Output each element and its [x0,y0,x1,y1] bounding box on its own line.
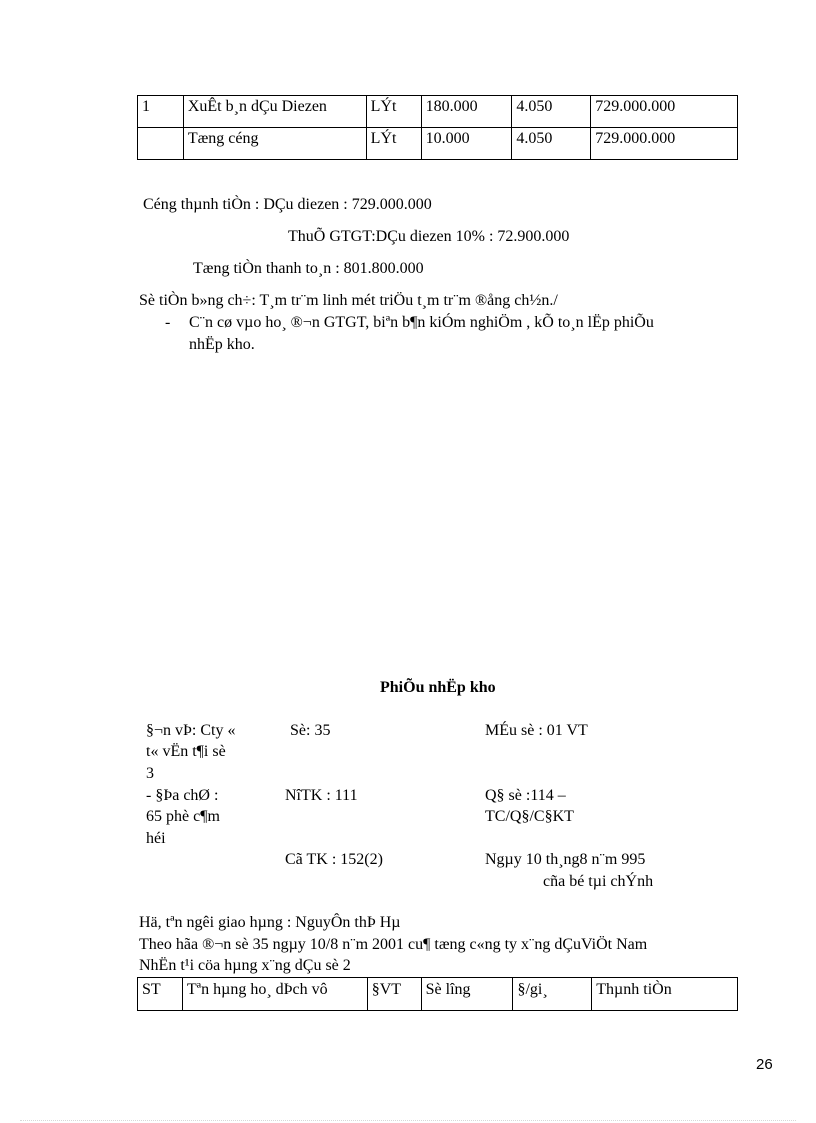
address-line: 65 phè c¶m [146,808,220,825]
deliverer-line: Hä, tªn ngêi giao hµng : NguyÔn thÞ Hµ [139,914,401,931]
table-cell [138,128,184,160]
amount-in-words: Sè tiÒn b»ng ch÷: T¸m tr¨m linh mét triÖu t¸m tr¨m ®ång ch½n./ [139,292,558,309]
form-number: MÉu sè : 01 VT [485,722,588,739]
table-cell: 729.000.000 [591,128,738,160]
column-header: Thµnh tiÒn [592,978,738,1011]
date-line: cña bé tµi chÝnh [543,873,654,890]
page-number: 26 [756,1056,773,1073]
bullet-text-line: nhËp kho. [189,336,255,353]
table-row [138,96,738,128]
vat-line: ThuÕ GTGT:DÇu diezen 10% : 72.900.000 [288,228,570,245]
decision-line: Q§ sè :114 – [485,787,566,804]
page-divider [20,1120,796,1121]
date-line: Ngµy 10 th¸ng8 n¨m 995 [485,851,646,868]
table-cell: 4.050 [512,128,591,160]
warehouse-line: NhËn t¹i cöa hµng x¨ng dÇu sè 2 [139,957,351,974]
column-header: §VT [367,978,421,1011]
column-header: ST [138,978,183,1011]
debit-account: NîTK : 111 [285,787,358,804]
table-cell: 180.000 [421,96,512,128]
credit-account: Cã TK : 152(2) [285,851,383,868]
table-cell: XuÊt b¸n dÇu Diezen [183,96,366,128]
decision-line: TC/Q§/C§KT [485,808,574,825]
address-line: - §Þa chØ : [146,787,219,804]
table-cell: 10.000 [421,128,512,160]
table-cell: 4.050 [512,96,591,128]
unit-line: 3 [146,765,154,782]
goods-table [137,95,738,160]
table-cell: LÝt [366,96,421,128]
receipt-number: Sè: 35 [290,722,331,739]
table-cell: 1 [138,96,184,128]
unit-line: t« vËn t¶i sè [146,743,226,760]
column-header: §/gi¸ [513,978,592,1011]
table-row [138,128,738,160]
invoice-reference: Theo hãa ®¬n sè 35 ngµy 10/8 n¨m 2001 cu¶ tæng c«ng ty x¨ng dÇuViÖt Nam [139,936,648,953]
receipt-items-table [137,977,738,1011]
table-header-row [138,978,738,1011]
column-header: Tªn hµng ho¸ dÞch vô [182,978,367,1011]
table-cell: LÝt [366,128,421,160]
table-cell: 729.000.000 [591,96,738,128]
address-line: héi [146,830,166,847]
bullet-text-line: C¨n cø vµo ho¸ ®¬n GTGT, biªn b¶n kiÓm nghiÖm , kÕ to¸n lËp phiÕu [189,314,654,331]
receipt-title: PhiÕu nhËp kho [380,679,496,696]
table-cell: Tæng céng [183,128,366,160]
column-header: Sè lîng [421,978,513,1011]
unit-line: §¬n vÞ: Cty « [146,722,236,739]
grand-total-line: Tæng tiÒn thanh to¸n : 801.800.000 [193,260,424,277]
total-amount-line: Céng thµnh tiÒn : DÇu diezen : 729.000.000 [143,196,432,213]
bullet-dash: - [165,314,171,331]
